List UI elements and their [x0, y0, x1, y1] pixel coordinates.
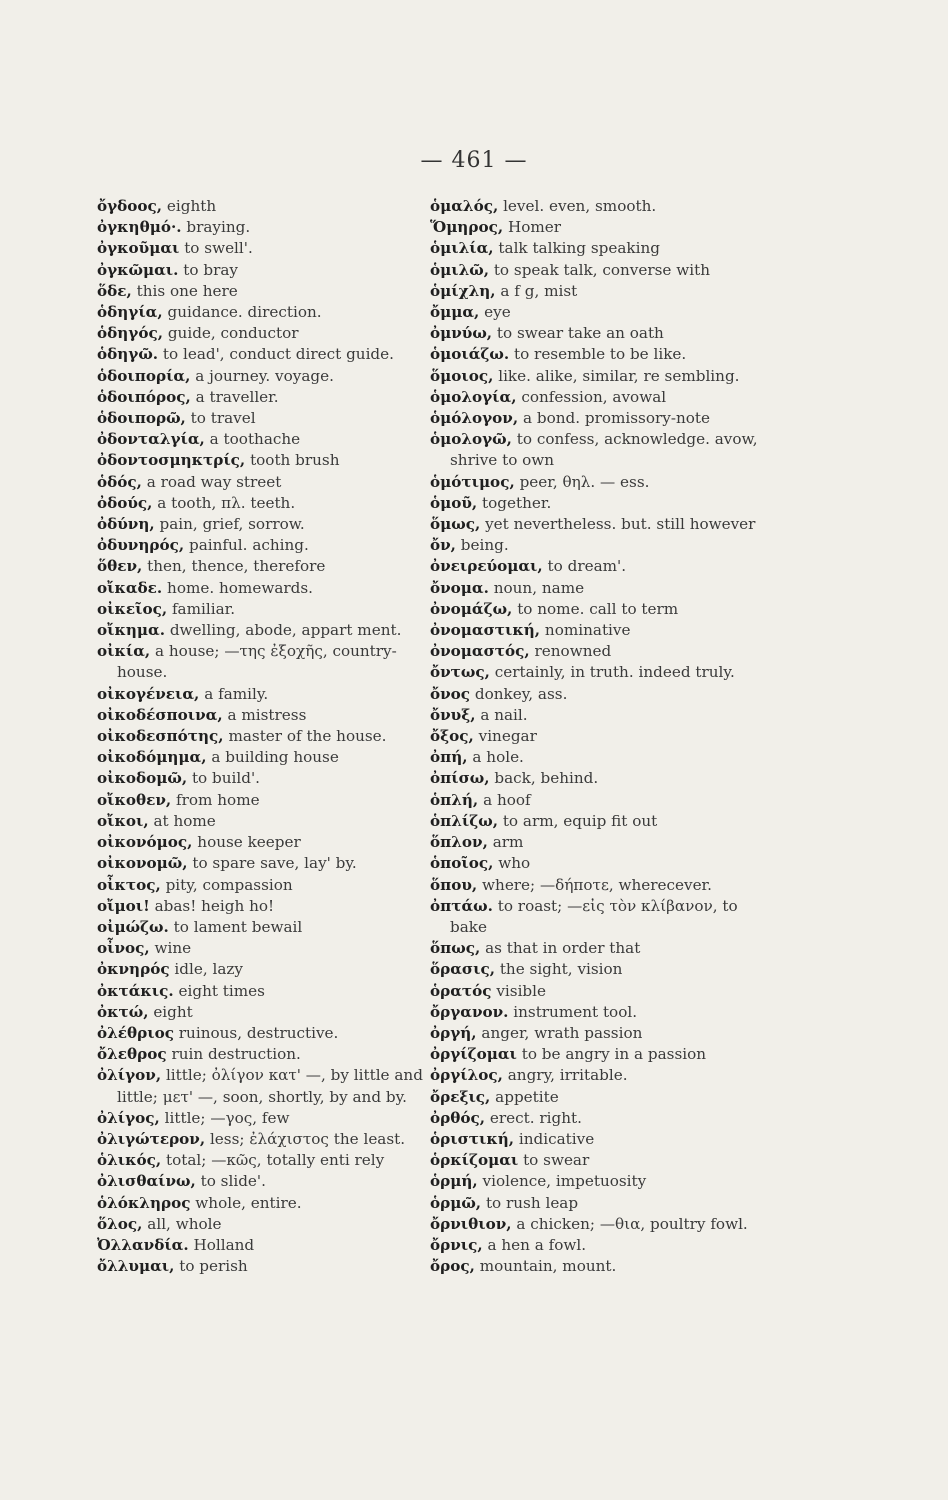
dictionary-entry — [97, 429, 437, 450]
dictionary-entry — [97, 514, 437, 535]
dictionary-entry — [430, 1002, 770, 1023]
dictionary-entry — [97, 641, 437, 683]
entry-definition: eighth — [166, 197, 217, 215]
entry-headword: ὀργίλος, — [430, 1066, 503, 1085]
entry-definition: violence, impetuosity — [482, 1172, 647, 1191]
entry-headword: ὀλέθριος — [97, 1023, 174, 1042]
entry-headword: ὀδοντοσμηκτρίς, — [97, 451, 246, 470]
entry-headword: ὁμολογία, — [430, 387, 517, 406]
entry-headword: ὀπή, — [430, 748, 468, 767]
dictionary-entry — [430, 408, 770, 429]
entry-definition: like. alike, similar, re sembling. — [498, 366, 740, 385]
entry-definition: to spare save, lay' by. — [192, 854, 357, 873]
entry-definition: erect. right. — [489, 1108, 582, 1127]
entry-headword: ὁδοιπόρος, — [97, 387, 191, 406]
entry-headword: οἴκοι, — [97, 811, 149, 830]
entry-definition: to arm, equip fit out — [502, 811, 658, 830]
entry-headword: ὀνομαστός, — [430, 642, 530, 661]
dictionary-entry — [430, 790, 770, 811]
entry-definition: yet nevertheless. but. still however — [485, 515, 756, 534]
entry-definition: to speak talk, converse with — [493, 260, 710, 279]
entry-headword: οἶκτος, — [97, 875, 161, 894]
dictionary-entry — [430, 620, 770, 641]
dictionary-entry — [430, 472, 770, 493]
entry-definition: the sight, vision — [499, 960, 623, 979]
dictionary-entry — [430, 832, 770, 853]
entry-definition: eight — [153, 1002, 193, 1021]
entry-headword: ὀμνύω, — [430, 324, 493, 343]
entry-headword: οἰκοδομῶ, — [97, 769, 188, 788]
dictionary-entry — [97, 684, 437, 705]
entry-headword: οἰκοδεσπότης, — [97, 727, 224, 746]
dictionary-entry — [97, 1044, 437, 1065]
entry-definition: confession, avowal — [521, 387, 667, 406]
dictionary-entry — [430, 1023, 770, 1044]
entry-definition: visible — [496, 981, 546, 1000]
dictionary-entry — [430, 726, 770, 747]
dictionary-entry — [97, 535, 437, 556]
dictionary-entry — [430, 938, 770, 959]
dictionary-entry — [97, 599, 437, 620]
dictionary-entry — [430, 959, 770, 980]
dictionary-entry — [430, 1129, 770, 1150]
entry-definition: where; —δήποτε, wherecever. — [482, 875, 712, 894]
entry-definition: to lament bewail — [173, 917, 303, 936]
entry-headword: ὄγδοος, — [97, 197, 163, 215]
entry-headword: ὄρνιθιον, — [430, 1214, 512, 1233]
entry-definition: home. homewards. — [167, 578, 313, 597]
dictionary-entry — [430, 281, 770, 302]
entry-headword: ὄρεξις, — [430, 1087, 491, 1106]
entry-definition: to slide'. — [200, 1172, 266, 1191]
entry-headword: οἰκονομῶ, — [97, 854, 188, 873]
entry-headword: ὁμιλῶ, — [430, 260, 489, 279]
entry-headword: ὁποῖος, — [430, 854, 494, 873]
entry-definition: then, thence, therefore — [147, 557, 326, 576]
entry-headword: ὄμμα, — [430, 303, 480, 322]
entry-headword: ὀδονταλγία, — [97, 430, 205, 449]
entry-definition: together. — [482, 493, 552, 512]
entry-headword: ὄντως, — [430, 663, 490, 682]
entry-headword: ὁμοῦ, — [430, 493, 478, 512]
dictionary-entry — [430, 1150, 770, 1171]
entry-definition: familiar. — [171, 599, 236, 618]
entry-definition: all, whole — [147, 1214, 222, 1233]
dictionary-entry — [97, 238, 437, 259]
entry-definition: a toothache — [209, 430, 301, 449]
dictionary-entry — [97, 790, 437, 811]
entry-definition: eye — [484, 303, 511, 322]
entry-headword: ὀλίγον, — [97, 1066, 162, 1085]
entry-headword: ὀργίζομαι — [430, 1045, 517, 1064]
entry-definition: appetite — [495, 1087, 559, 1106]
dictionary-entry — [430, 344, 770, 365]
entry-definition: a hole. — [472, 748, 524, 767]
entry-definition: being. — [460, 536, 509, 555]
dictionary-entry — [97, 302, 437, 323]
dictionary-entry — [97, 1108, 437, 1129]
entry-definition: to confess, acknowledge. avow, shrive to own — [450, 430, 758, 470]
entry-definition: vinegar — [478, 727, 537, 746]
entry-definition: a chicken; —θια, poultry fowl. — [516, 1214, 748, 1233]
entry-headword: οἰκεῖος, — [97, 599, 168, 618]
entry-headword: ὄνος — [430, 684, 471, 703]
dictionary-entry — [430, 896, 770, 938]
entry-definition: braying. — [186, 218, 251, 237]
dictionary-entry — [430, 1171, 770, 1192]
entry-headword: οἴκημα. — [97, 621, 165, 640]
dictionary-entry — [97, 281, 437, 302]
dictionary-entry — [97, 1065, 437, 1107]
dictionary-entry — [430, 981, 770, 1002]
entry-definition: angry, irritable. — [507, 1066, 628, 1085]
entry-definition: to roast; —εἰς τὸν κλίβανον, to bake — [450, 896, 738, 936]
dictionary-entry — [430, 1214, 770, 1235]
entry-definition: wine — [154, 939, 192, 958]
entry-definition: to perish — [179, 1257, 248, 1276]
entry-headword: ὁμαλός, — [430, 197, 499, 215]
entry-definition: dwelling, abode, appart ment. — [169, 621, 402, 640]
entry-headword: ὄρος, — [430, 1257, 475, 1276]
entry-headword: ὀδυνηρός, — [97, 536, 185, 555]
entry-headword: ὀκτάκις. — [97, 981, 174, 1000]
entry-definition: total; —κῶς, totally enti rely — [166, 1151, 385, 1170]
dictionary-entry — [430, 196, 770, 217]
entry-definition: a hen a fowl. — [487, 1235, 587, 1254]
dictionary-entry — [97, 1002, 437, 1023]
dictionary-entry — [430, 662, 770, 683]
entry-definition: little; ὀλίγον κατ' —, by little and little; μετ' —, soon, shortly, by and by. — [117, 1066, 423, 1106]
dictionary-entry — [430, 1065, 770, 1086]
entry-headword: ὀγκῶμαι. — [97, 260, 179, 279]
entry-headword: ὁριστική, — [430, 1129, 515, 1148]
entry-headword: ὁδηγῶ. — [97, 345, 159, 364]
entry-headword: ὅμως, — [430, 515, 481, 534]
dictionary-entry — [97, 344, 437, 365]
entry-definition: a building house — [211, 748, 339, 767]
dictionary-entry — [430, 705, 770, 726]
dictionary-entry — [97, 938, 437, 959]
dictionary-entry — [97, 811, 437, 832]
entry-headword: ὀγκηθμό·. — [97, 218, 182, 237]
dictionary-entry — [430, 811, 770, 832]
entry-definition: a nail. — [480, 705, 528, 724]
entry-definition: master of the house. — [228, 727, 387, 746]
entry-definition: level. even, smooth. — [503, 197, 657, 215]
dictionary-entry — [97, 981, 437, 1002]
dictionary-entry — [97, 853, 437, 874]
dictionary-entry — [430, 747, 770, 768]
dictionary-entry — [97, 1193, 437, 1214]
entry-headword: ὁμιλία, — [430, 239, 494, 258]
entry-headword: ὄργανον. — [430, 1002, 509, 1021]
entry-headword: ὁμότιμος, — [430, 472, 515, 491]
dictionary-entry — [97, 196, 437, 217]
entry-headword: ὄρνις, — [430, 1235, 483, 1254]
entry-headword: ὁλόκληρος — [97, 1193, 191, 1212]
entry-definition: nominative — [544, 621, 631, 640]
entry-definition: noun, name — [493, 578, 585, 597]
dictionary-entry — [97, 1214, 437, 1235]
entry-headword: ὀπίσω, — [430, 769, 490, 788]
entry-headword: ὁρμή, — [430, 1172, 478, 1191]
entry-definition: a family. — [204, 684, 269, 703]
dictionary-entry — [430, 535, 770, 556]
entry-headword: ὀνομάζω, — [430, 599, 513, 618]
dictionary-entry — [430, 1108, 770, 1129]
entry-headword: ὅπως, — [430, 939, 481, 958]
dictionary-entry — [430, 366, 770, 387]
entry-definition: pity, compassion — [165, 875, 293, 894]
dictionary-entry — [97, 1256, 437, 1277]
entry-headword: ὅπου, — [430, 875, 478, 894]
entry-definition: a tooth, πλ. teeth. — [157, 493, 296, 512]
entry-headword: ὁδοιπορῶ, — [97, 409, 186, 428]
entry-definition: to dream'. — [547, 557, 627, 576]
dictionary-entry — [430, 1087, 770, 1108]
entry-headword: οἴκοθεν, — [97, 790, 172, 809]
dictionary-entry — [97, 1023, 437, 1044]
right-column — [430, 196, 770, 1277]
dictionary-entry — [430, 302, 770, 323]
entry-headword: ὁμολογῶ, — [430, 430, 512, 449]
entry-definition: to lead', conduct direct guide. — [162, 345, 394, 364]
dictionary-entry — [97, 408, 437, 429]
dictionary-entry — [97, 959, 437, 980]
entry-definition: talk talking speaking — [498, 239, 660, 258]
page-number: — 461 — — [420, 148, 528, 173]
entry-definition: certainly, in truth. indeed truly. — [494, 663, 735, 682]
entry-headword: ὁπλή, — [430, 790, 479, 809]
entry-definition: to be angry in a passion — [521, 1045, 707, 1064]
entry-definition: this one here — [136, 281, 238, 300]
dictionary-entry — [97, 768, 437, 789]
entry-definition: to bray — [183, 260, 238, 279]
entry-headword: ὁδηγία, — [97, 303, 163, 322]
entry-definition: renowned — [534, 642, 612, 661]
entry-definition: idle, lazy — [174, 960, 243, 979]
entry-headword: ὁρατός — [430, 981, 492, 1000]
entry-definition: anger, wrath passion — [481, 1023, 643, 1042]
dictionary-entry — [97, 620, 437, 641]
entry-definition: ruinous, destructive. — [178, 1023, 339, 1042]
dictionary-entry — [97, 493, 437, 514]
entry-definition: a house; —της ἐξοχῆς, country-house. — [117, 642, 397, 682]
entry-headword: ὀνομαστική, — [430, 621, 541, 640]
dictionary-entry — [430, 217, 770, 238]
entry-headword: ὁρκίζομαι — [430, 1151, 519, 1170]
entry-headword: ὅδε, — [97, 281, 132, 300]
entry-headword: ὀπτάω. — [430, 896, 493, 915]
entry-definition: whole, entire. — [195, 1193, 302, 1212]
dictionary-entry — [97, 323, 437, 344]
entry-headword: Ὅμηρος, — [430, 218, 504, 237]
entry-headword: ὀλισθαίνω, — [97, 1172, 196, 1191]
entry-definition: to build'. — [191, 769, 260, 788]
dictionary-entry — [97, 556, 437, 577]
entry-headword: ὁρμῶ, — [430, 1193, 482, 1212]
entry-headword: ὁλικός, — [97, 1151, 162, 1170]
dictionary-entry — [430, 1256, 770, 1277]
entry-headword: οἰκογένεια, — [97, 684, 200, 703]
entry-headword: ὁμοιάζω. — [430, 345, 510, 364]
entry-headword: ὄνομα. — [430, 578, 489, 597]
dictionary-entry — [97, 1150, 437, 1171]
entry-definition: ruin destruction. — [171, 1045, 301, 1064]
entry-definition: to nome. call to term — [517, 599, 679, 618]
entry-headword: ὀκνηρός — [97, 960, 170, 979]
entry-definition: arm — [492, 833, 524, 852]
dictionary-entry — [430, 578, 770, 599]
entry-headword: ὁμίχλη, — [430, 281, 496, 300]
dictionary-entry — [430, 493, 770, 514]
dictionary-entry — [97, 875, 437, 896]
entry-headword: ὀργή, — [430, 1023, 477, 1042]
entry-definition: to swell'. — [184, 239, 253, 258]
entry-headword: οἰκοδόμημα, — [97, 748, 207, 767]
entry-definition: painful. aching. — [188, 536, 309, 555]
dictionary-entry — [430, 875, 770, 896]
entry-definition: as that in order that — [485, 939, 641, 958]
entry-headword: ὀρθός, — [430, 1108, 486, 1127]
entry-headword: ὅθεν, — [97, 557, 143, 576]
entry-definition: less; ἐλάχιστος the least. — [209, 1129, 406, 1148]
entry-definition: peer, θηλ. — ess. — [519, 472, 650, 491]
entry-headword: ὀλιγώτερον, — [97, 1129, 206, 1148]
dictionary-entry — [97, 747, 437, 768]
dictionary-entry — [430, 1193, 770, 1214]
dictionary-entry — [430, 768, 770, 789]
entry-headword: ὅρασις, — [430, 960, 495, 979]
entry-headword: ὀκτώ, — [97, 1002, 149, 1021]
entry-definition: Holland — [193, 1235, 255, 1254]
dictionary-entry — [430, 514, 770, 535]
dictionary-entry — [97, 1235, 437, 1256]
entry-definition: who — [498, 854, 531, 873]
dictionary-entry — [97, 578, 437, 599]
dictionary-entry — [430, 429, 770, 471]
entry-headword: ὁμόλογον, — [430, 409, 519, 428]
entry-definition: abas! heigh ho! — [154, 896, 275, 915]
dictionary-entry — [97, 705, 437, 726]
entry-definition: a hoof — [483, 790, 531, 809]
dictionary-entry — [97, 366, 437, 387]
dictionary-entry — [430, 556, 770, 577]
dictionary-entry — [97, 896, 437, 917]
entry-headword: οἰκοδέσποινα, — [97, 705, 223, 724]
entry-definition: a journey. voyage. — [195, 366, 334, 385]
entry-headword: ὀδύνη, — [97, 515, 155, 534]
entry-definition: donkey, ass. — [474, 684, 568, 703]
entry-definition: a f g, mist — [500, 281, 578, 300]
dictionary-entry — [430, 684, 770, 705]
dictionary-entry — [430, 260, 770, 281]
dictionary-entry — [97, 260, 437, 281]
entry-headword: ὀδούς, — [97, 493, 153, 512]
entry-headword: οἰκία, — [97, 642, 151, 661]
entry-definition: Homer — [507, 218, 561, 237]
entry-definition: little; —γος, few — [164, 1108, 290, 1127]
entry-definition: a traveller. — [195, 387, 279, 406]
entry-headword: ὅλος, — [97, 1214, 143, 1233]
entry-headword: ὄν, — [430, 536, 456, 555]
dictionary-entry — [430, 599, 770, 620]
entry-definition: to rush leap — [485, 1193, 579, 1212]
entry-definition: guidance. direction. — [167, 303, 322, 322]
dictionary-entry — [430, 1044, 770, 1065]
entry-definition: indicative — [518, 1129, 595, 1148]
entry-headword: ὀλίγος, — [97, 1108, 160, 1127]
entry-definition: mountain, mount. — [479, 1257, 617, 1276]
entry-headword: ὁπλίζω, — [430, 811, 498, 830]
dictionary-entry — [97, 217, 437, 238]
dictionary-entry — [430, 323, 770, 344]
entry-definition: to resemble to be like. — [513, 345, 687, 364]
entry-definition: instrument tool. — [513, 1002, 638, 1021]
dictionary-entry — [97, 387, 437, 408]
dictionary-entry — [97, 472, 437, 493]
entry-headword: ὀγκοῦμαι — [97, 239, 180, 258]
entry-definition: guide, conductor — [167, 324, 299, 343]
entry-definition: house keeper — [197, 833, 301, 852]
entry-definition: to swear — [523, 1151, 590, 1170]
entry-headword: ὄνυξ, — [430, 705, 476, 724]
entry-definition: a road way street — [146, 472, 282, 491]
entry-headword: ὅπλον, — [430, 833, 488, 852]
entry-definition: to swear take an oath — [496, 324, 664, 343]
entry-headword: οἶνος, — [97, 939, 150, 958]
dictionary-entry — [430, 853, 770, 874]
entry-definition: eight times — [178, 981, 265, 1000]
dictionary-entry — [97, 917, 437, 938]
left-column — [97, 196, 437, 1277]
dictionary-entry — [430, 238, 770, 259]
dictionary-entry — [97, 832, 437, 853]
entry-definition: to travel — [190, 409, 256, 428]
entry-definition: pain, grief, sorrow. — [159, 515, 305, 534]
entry-headword: οἰμώζω. — [97, 917, 169, 936]
dictionary-entry — [97, 726, 437, 747]
entry-definition: back, behind. — [494, 769, 599, 788]
dictionary-entry — [430, 387, 770, 408]
entry-definition: a mistress — [227, 705, 307, 724]
entry-definition: a bond. promissory-note — [522, 409, 710, 428]
entry-headword: ὄλλυμαι, — [97, 1257, 175, 1276]
entry-definition: at home — [153, 811, 216, 830]
entry-headword: οἴκαδε. — [97, 578, 163, 597]
dictionary-entry — [430, 641, 770, 662]
entry-headword: ὄξος, — [430, 727, 474, 746]
dictionary-entry — [97, 450, 437, 471]
entry-definition: tooth brush — [250, 451, 340, 470]
entry-headword: ὄλεθρος — [97, 1045, 167, 1064]
dictionary-entry — [97, 1171, 437, 1192]
entry-headword: ὅμοιος, — [430, 366, 494, 385]
entry-headword: ὁδηγός, — [97, 324, 163, 343]
entry-headword: Ὀλλανδία. — [97, 1235, 189, 1254]
entry-headword: οἴμοι! — [97, 896, 150, 915]
entry-headword: ὀνειρεύομαι, — [430, 557, 543, 576]
entry-headword: οἰκονόμος, — [97, 833, 193, 852]
entry-headword: ὁδοιπορία, — [97, 366, 191, 385]
dictionary-entry — [97, 1129, 437, 1150]
entry-headword: ὁδός, — [97, 472, 142, 491]
dictionary-entry — [430, 1235, 770, 1256]
entry-definition: from home — [176, 790, 260, 809]
